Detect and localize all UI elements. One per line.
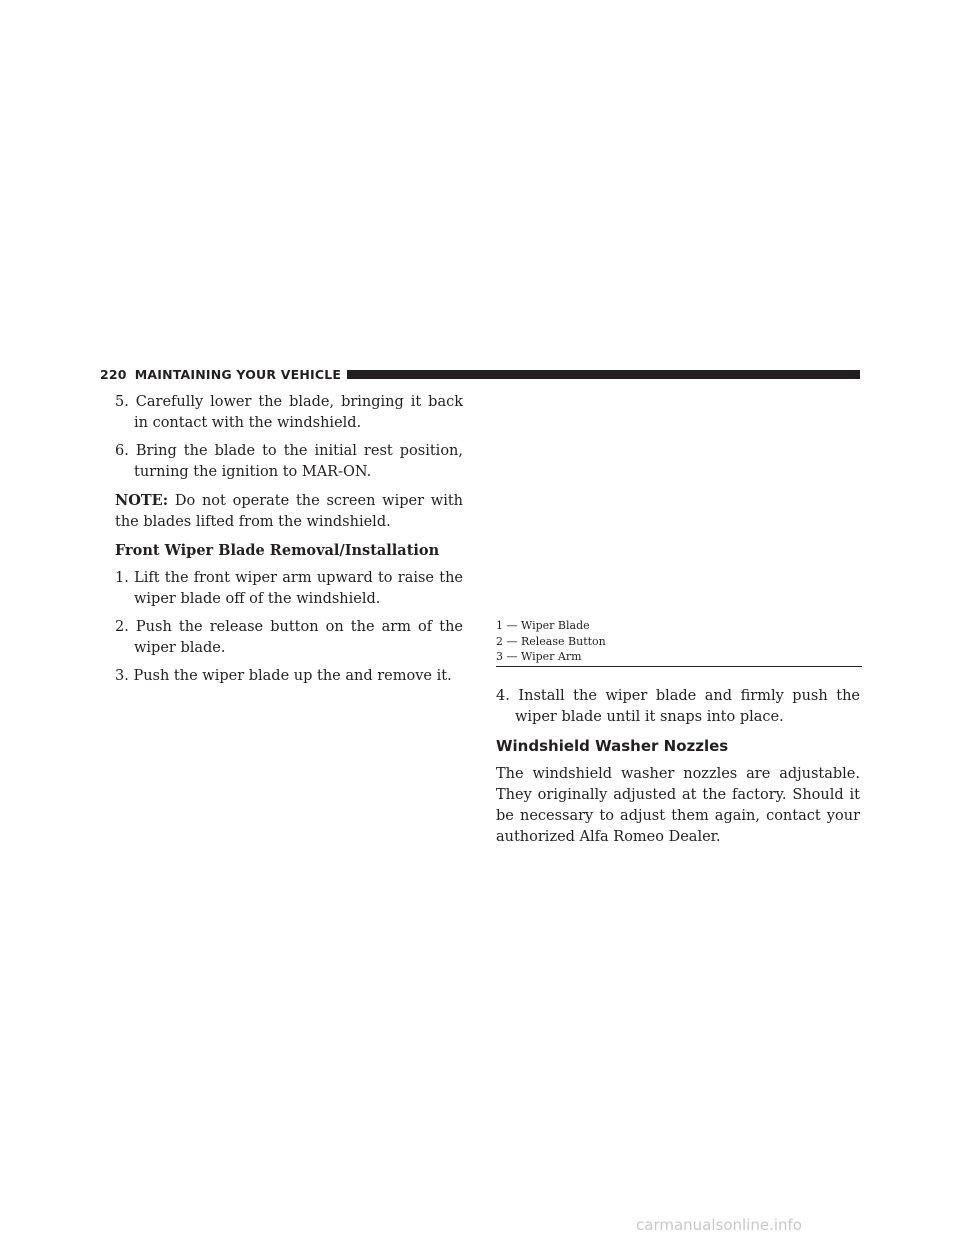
legend-item-wiper-arm: 3 — Wiper Arm: [496, 650, 582, 663]
step-3: 3. Push the wiper blade up the and remove it.: [115, 668, 452, 684]
watermark: carmanualsonline.info: [636, 1216, 802, 1234]
figure-legend: [496, 618, 862, 667]
note-label: NOTE:: [115, 492, 169, 509]
step-6: 6. Bring the blade to the initial rest position, turning the ignition to MAR-ON.: [115, 443, 463, 480]
subheading-front-wiper-blade: Front Wiper Blade Removal/Installation: [115, 542, 440, 559]
section-title: MAINTAINING YOUR VEHICLE: [134, 366, 342, 382]
legend-item-wiper-blade: 1 — Wiper Blade: [496, 619, 590, 632]
left-column: [115, 392, 463, 694]
step-4: 4. Install the wiper blade and firmly push the wiper blade until it snaps into place.: [496, 688, 860, 725]
step-2: 2. Push the release button on the arm of the wiper blade.: [115, 619, 463, 656]
step-5: 5. Carefully lower the blade, bringing it back in contact with the windshield.: [115, 394, 463, 431]
right-column: [496, 686, 860, 855]
note-text: Do not operate the screen wiper with the blades lifted from the windshield.: [115, 493, 463, 530]
heading-windshield-washer-nozzles: Windshield Washer Nozzles: [496, 737, 729, 755]
note-paragraph: [115, 490, 463, 533]
page-header: [100, 366, 860, 382]
step-1: 1. Lift the front wiper arm upward to raise the wiper blade off of the windshield.: [115, 570, 463, 607]
washer-nozzles-paragraph: The windshield washer nozzles are adjustable. They originally adjusted at the factory. Should it be necessary to adjust them again, contact your authorized Alfa Romeo Dealer.: [496, 766, 860, 845]
legend-item-release-button: 2 — Release Button: [496, 634, 606, 648]
header-rule: [347, 370, 860, 379]
page-number: 220: [100, 366, 127, 382]
